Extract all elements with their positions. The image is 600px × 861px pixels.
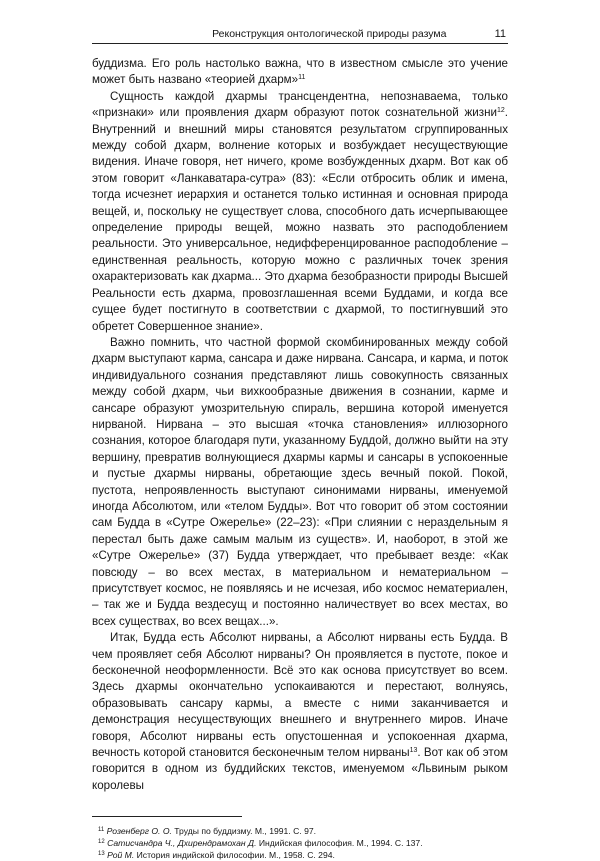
footnote-ref-11: 11 bbox=[298, 74, 306, 82]
footnote-11: $^{11}$ Розенберг О. О. Труды по буддизму. М., 1991. С. 97. bbox=[98, 826, 317, 837]
footnotes bbox=[92, 825, 508, 861]
footnote-ref-13: 13 bbox=[409, 747, 418, 755]
footnote-separator bbox=[92, 816, 242, 817]
paragraph-2: Сущность каждой дхармы трансцендентна, непознаваема, только «признаки» или проявления дхарм образуют поток сознательной жизни$^{12}$. Внутренний и внешний миры становятся результатом сгруппированных между собой дхарм, волнение которых и возбуждает несуществующие видения. Иначе говоря, нет ничего, кроме возбужденных дхарм. Вот как об этом говорит «Ланкаватара-сутра» (83): «Если отбросить облик и имена, тогда исчезнет иерархия и останется только истинная и основная природа вещей, и, поскольку не существует слова, способного дать исчерпывающее определение природы вещей, можно назвать это расподоблением реальности. Это универсальное, недифференцированное расподобление – единственная реальность, которую можно с различных точек зрения охарактеризовать как дхарма... Это дхарма безобразности природы Высшей Реальности есть дхарма, провозглашенная всеми Буддами, и когда все сущее будет постигнуто в соответствии с дхармой, то постигнувший это обретет Совершенное знание». bbox=[92, 89, 508, 333]
paragraph-4: Итак, Будда есть Абсолют нирваны, а Абсолют нирваны есть Будда. В чем проявляет себя Абсолют нирваны? Он проявляется в пустоте, покое и бесконечной неоформленности. Всё это как основа присутствует во всем. Здесь дхармы окончательно успокаиваются и перестают, волнуясь, образовывать сансару кармы, а вместе с ними заканчивается и демонстрация несуществующих внешнего и внутреннего миров. Иначе говоря, Абсолют нирваны есть опустошенная и успокоенная дхарма, вечность которой становится бесконечным телом нирваны$^{13}$. Вот как об этом говорится в одном из буддийских текстов, именуемом «Львиным рыком королевы bbox=[92, 631, 508, 792]
page-number: 11 bbox=[494, 28, 506, 40]
body-text bbox=[92, 56, 508, 794]
footnote-13: $^{13}$ Рой М. История индийской философии. М., 1958. С. 294. bbox=[98, 850, 335, 861]
footnote-ref-12: 12 bbox=[496, 107, 505, 115]
running-title: Реконструкция онтологической природы разума bbox=[212, 28, 447, 40]
running-header bbox=[92, 28, 508, 44]
footnote-12: $^{12}$ Сатисчандра Ч., Дхирендрамохан Д. Индийская философия. М., 1994. С. 137. bbox=[98, 838, 423, 849]
paragraph-1: буддизма. Его роль настолько важна, что в известном смысле это учение может быть названо «теорией дхарм»$^{11}$ bbox=[92, 57, 508, 87]
paragraph-3: Важно помнить, что частной формой скомбинированных между собой дхарм выступают карма, сансара и даже нирвана. Сансара, и карма, и поток индивидуального сознания представляют лишь совокупность связанных между собой дхарм, чьи вихкообразные движения в сознании, карме и сансаре образуют умозрительную спираль, вершина которой именуется нирваной. Нирвана – это высшая «точка становления» иллюзорного сознания, которое благодаря пути, указанному Буддой, должно выйти на эту вершину, превратив волнующиеся дхармы кармы и сансары в успокоенные и пустые дхармы нирваны, обретающие здесь вечный покой. Покой, пустота, непроявленность выступают синонимами нирваны, именуемой иногда Абсолютом, или «телом Будды». Вот что говорит об этом состоянии сам Будда в «Сутре Ожерелье» (22–23): «При слиянии с нераздельным я перестал быть даже самым малым из существ». И, наоборот, в этой же «Сутре Ожерелье» (37) Будда утверждает, что пребывает везде: «Как повсюду – во всех местах, в материальном и нематериальном – присутствует космос, не появляясь и не исчезая, ибо космос нематериален, – так же и Будда вездесущ и постоянно наличествует во всех местах, во всех существах, во всех вещах...». bbox=[92, 335, 508, 628]
